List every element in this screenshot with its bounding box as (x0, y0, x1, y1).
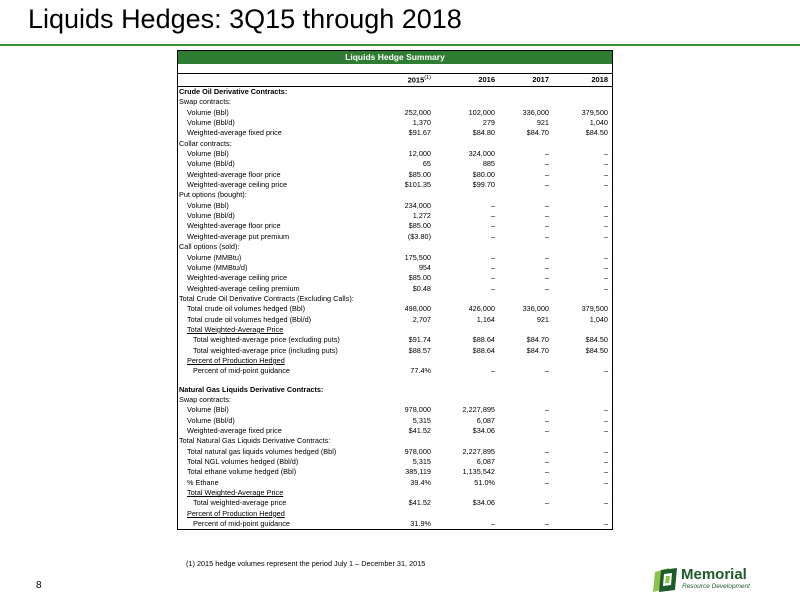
table-row (178, 519, 612, 529)
row-label: Weighted-average floor price (187, 221, 281, 231)
row-value-2018: – (603, 169, 608, 179)
page-number: 8 (36, 580, 42, 591)
row-label: Call options (sold): (179, 242, 240, 252)
row-value-2017: – (544, 366, 549, 376)
table-row (178, 190, 612, 200)
table-row (178, 242, 612, 252)
row-value-2017: – (544, 159, 549, 169)
row-value-2018: – (603, 180, 608, 190)
row-value-2016: – (490, 273, 495, 283)
row-value-2015: $88.57 (408, 345, 431, 355)
table-row (178, 221, 612, 231)
row-value-2017: – (544, 457, 549, 467)
footnote: (1) 2015 hedge volumes represent the period July 1 – December 31, 2015 (186, 559, 426, 568)
row-value-2015: $0.48 (412, 283, 431, 293)
row-value-2016: 885 (482, 159, 495, 169)
row-value-2015: 31.9% (410, 519, 431, 529)
row-label: Total Crude Oil Derivative Contracts (Excluding Calls): (179, 293, 354, 303)
memorial-logo-icon (651, 566, 679, 594)
table-row (178, 346, 612, 356)
row-value-2018: – (603, 211, 608, 221)
row-value-2017: – (544, 498, 549, 508)
row-value-2018: 379,500 (581, 107, 608, 117)
table-row (178, 356, 612, 366)
row-label: Total Weighted-Average Price (187, 488, 284, 498)
row-value-2016: $34.06 (472, 426, 495, 435)
table-row (178, 118, 612, 128)
row-value-2018: – (603, 405, 608, 415)
row-value-2015: ($3.80) (407, 231, 431, 241)
row-label: Weighted-average put premium (187, 231, 290, 241)
row-value-2017: – (544, 273, 549, 283)
table-row (178, 201, 612, 211)
row-value-2016: – (490, 519, 495, 529)
row-value-2016: – (490, 252, 495, 262)
table-row (178, 447, 612, 457)
row-value-2018: 1,040 (589, 314, 608, 324)
row-value-2016: – (490, 366, 495, 376)
row-value-2018: – (603, 200, 608, 210)
table-row (178, 366, 612, 376)
table-body (177, 87, 613, 530)
row-label: Weighted-average floor price (187, 169, 281, 179)
row-value-2018: – (603, 159, 608, 169)
row-label: Weighted-average ceiling premium (187, 283, 300, 293)
row-value-2015: 39.4% (410, 477, 431, 487)
table-row (178, 170, 612, 180)
row-value-2016: 1,164 (476, 314, 495, 324)
row-value-2016: – (490, 211, 495, 221)
row-value-2017: – (544, 211, 549, 221)
row-value-2017: – (544, 283, 549, 293)
row-label: Percent of mid-point guidance (193, 519, 290, 529)
row-label: Volume (Bbl/d) (187, 415, 235, 425)
row-value-2016: – (490, 221, 495, 231)
row-label: Percent of Production Hedged (187, 355, 285, 365)
table-row (178, 377, 612, 385)
row-value-2017: – (544, 467, 549, 477)
row-value-2018: – (603, 149, 608, 159)
row-label: Total natural gas liquids volumes hedged (Bbl) (187, 446, 337, 456)
company-logo (651, 566, 786, 596)
row-label: Swap contracts: (179, 394, 231, 404)
row-value-2018: – (603, 426, 608, 435)
table-row (178, 273, 612, 283)
row-value-2016: 2,227,895 (462, 405, 495, 415)
table-row (178, 263, 612, 273)
row-value-2016: 279 (482, 118, 495, 128)
slide-title: Liquids Hedges: 3Q15 through 2018 (28, 4, 462, 34)
row-value-2015: 978,000 (404, 405, 431, 415)
column-header-2015: 2015$^{(1)}$ (407, 75, 431, 85)
table-row (178, 315, 612, 325)
row-value-2018: – (603, 231, 608, 241)
row-value-2017: 336,000 (522, 107, 549, 117)
row-label: Volume (MMBtu/d) (187, 262, 248, 272)
column-header-2017: 2017 (532, 75, 549, 84)
hedge-summary-table (177, 50, 613, 530)
table-row (178, 488, 612, 498)
table-row (178, 149, 612, 159)
row-label: Crude Oil Derivative Contracts: (179, 87, 288, 96)
table-row (178, 436, 612, 446)
row-value-2018: $84.50 (585, 335, 608, 345)
row-value-2018: $84.50 (585, 128, 608, 138)
row-label: % Ethane (187, 477, 219, 487)
row-label: Total Natural Gas Liquids Derivative Contracts: (179, 436, 331, 446)
table-row (178, 395, 612, 405)
row-value-2017: – (544, 200, 549, 210)
row-value-2018: – (603, 467, 608, 477)
row-value-2015: $41.52 (408, 498, 431, 508)
table-row (178, 457, 612, 467)
row-value-2016: $34.06 (472, 498, 495, 508)
row-value-2017: – (544, 519, 549, 529)
row-value-2015: 65 (422, 159, 431, 169)
row-label: Weighted-average fixed price (187, 128, 282, 138)
row-value-2015: $91.74 (408, 335, 431, 345)
row-value-2018: 1,040 (589, 118, 608, 128)
row-value-2017: – (544, 405, 549, 415)
row-value-2015: 385,119 (405, 467, 431, 477)
row-value-2017: – (544, 262, 549, 272)
row-label: Total weighted-average price (excluding puts) (193, 335, 340, 345)
logo-name: Memorial (681, 566, 747, 583)
row-value-2018: – (603, 273, 608, 283)
row-value-2018: – (603, 457, 608, 467)
row-value-2015: 12,000 (408, 149, 431, 159)
row-value-2015: 175,500 (404, 252, 431, 262)
table-row (178, 139, 612, 149)
row-value-2016: $80.00 (472, 169, 495, 179)
row-label: Put options (bought): (179, 190, 247, 200)
row-value-2016: 324,000 (468, 149, 495, 159)
row-value-2017: – (544, 231, 549, 241)
row-value-2015: $41.52 (408, 426, 431, 435)
row-value-2016: – (490, 231, 495, 241)
row-value-2016: $88.64 (472, 335, 495, 345)
row-value-2015: 1,370 (412, 118, 431, 128)
row-value-2018: – (603, 262, 608, 272)
row-label: Swap contracts: (179, 97, 231, 107)
row-label: Total Weighted-Average Price (187, 324, 284, 334)
table-row (178, 128, 612, 138)
table-spacer (177, 64, 613, 73)
row-value-2016: 6,087 (476, 457, 495, 467)
row-value-2017: – (544, 446, 549, 456)
row-value-2016: 2,227,895 (462, 446, 495, 456)
row-value-2015: $85.00 (408, 221, 431, 231)
row-value-2016: 102,000 (468, 107, 495, 117)
row-label: Percent of Production Hedged (187, 508, 285, 518)
row-label: Total crude oil volumes hedged (Bbl) (187, 304, 306, 314)
row-label: Volume (Bbl/d) (187, 159, 235, 169)
row-label: Natural Gas Liquids Derivative Contracts: (179, 384, 324, 394)
row-value-2016: 426,000 (468, 304, 495, 314)
logo-subtitle: Resource Development (682, 583, 750, 590)
row-value-2016: $99.70 (472, 180, 495, 190)
table-row (178, 180, 612, 190)
table-row (178, 498, 612, 508)
row-value-2018: – (603, 519, 608, 529)
column-header-row (177, 73, 613, 87)
row-value-2017: – (544, 169, 549, 179)
row-value-2018: – (603, 366, 608, 376)
table-row (178, 426, 612, 436)
row-value-2015: 5,315 (412, 457, 431, 467)
row-label: Collar contracts: (179, 138, 232, 148)
title-divider (0, 44, 800, 46)
row-value-2018: 379,500 (581, 304, 608, 314)
row-value-2017: $84.70 (526, 345, 549, 355)
row-value-2015: $85.00 (408, 273, 431, 283)
row-label: Volume (MMBtu) (187, 252, 242, 262)
row-label: Weighted-average ceiling price (187, 180, 288, 190)
row-label: Percent of mid-point guidance (193, 366, 290, 376)
table-row (178, 467, 612, 477)
row-value-2017: – (544, 149, 549, 159)
row-value-2015: 978,000 (404, 446, 431, 456)
table-row (178, 416, 612, 426)
row-label: Total NGL volumes hedged (Bbl/d) (187, 457, 299, 467)
row-value-2018: – (603, 498, 608, 508)
row-label: Volume (Bbl/d) (187, 118, 235, 128)
row-value-2015: 954 (418, 262, 431, 272)
table-row (178, 108, 612, 118)
row-value-2016: 51.0% (474, 477, 495, 487)
column-header-2016: 2016 (478, 75, 495, 84)
table-row (178, 304, 612, 314)
footnote-marker: (1) (424, 75, 431, 81)
row-value-2015: $91.67 (408, 128, 431, 138)
row-value-2015: 2,707 (412, 314, 431, 324)
table-row (178, 478, 612, 488)
column-header-2018: 2018 (591, 75, 608, 84)
row-value-2016: – (490, 283, 495, 293)
row-value-2018: – (603, 446, 608, 456)
row-value-2015: 252,000 (404, 107, 431, 117)
row-value-2017: $84.70 (526, 128, 549, 138)
row-value-2015: 5,315 (412, 415, 431, 425)
row-label: Volume (Bbl) (187, 405, 229, 415)
table-row (178, 294, 612, 304)
row-label: Volume (Bbl) (187, 149, 229, 159)
row-value-2015: 234,000 (404, 200, 431, 210)
row-value-2015: $101.35 (404, 180, 431, 190)
row-value-2016: – (490, 200, 495, 210)
row-value-2016: 1,135,542 (462, 467, 495, 477)
row-value-2018: – (603, 221, 608, 231)
row-value-2017: – (544, 477, 549, 487)
row-value-2018: – (603, 415, 608, 425)
table-row (178, 284, 612, 294)
row-value-2015: $85.00 (408, 169, 431, 179)
row-value-2017: 921 (536, 314, 549, 324)
table-row (178, 405, 612, 415)
row-label: Volume (Bbl/d) (187, 211, 235, 221)
row-value-2018: $84.50 (585, 345, 608, 355)
table-row (178, 509, 612, 519)
row-label: Total weighted-average price (193, 498, 287, 508)
row-value-2017: – (544, 252, 549, 262)
table-row (178, 211, 612, 221)
table-title: Liquids Hedge Summary (177, 50, 613, 64)
table-row (178, 159, 612, 169)
table-row (178, 253, 612, 263)
row-value-2016: – (490, 262, 495, 272)
row-value-2016: $88.64 (472, 345, 495, 355)
table-row (178, 97, 612, 107)
row-value-2018: – (603, 252, 608, 262)
table-row (178, 325, 612, 335)
row-label: Total crude oil volumes hedged (Bbl/d) (187, 314, 312, 324)
row-label: Volume (Bbl) (187, 107, 229, 117)
row-value-2017: – (544, 415, 549, 425)
row-label: Total ethane volume hedged (Bbl) (187, 467, 297, 477)
row-label: Weighted-average ceiling price (187, 273, 288, 283)
row-value-2015: 498,000 (404, 304, 431, 314)
row-label: Weighted-average fixed price (187, 426, 282, 435)
row-value-2017: – (544, 221, 549, 231)
row-value-2016: 6,087 (476, 415, 495, 425)
row-value-2017: 336,000 (522, 304, 549, 314)
table-row (178, 232, 612, 242)
row-label: Total weighted-average price (including puts) (193, 345, 338, 355)
row-value-2017: – (544, 180, 549, 190)
row-value-2015: 1,272 (412, 211, 431, 221)
row-value-2018: – (603, 477, 608, 487)
row-value-2016: $84.80 (472, 128, 495, 138)
table-row (178, 335, 612, 345)
row-value-2017: $84.70 (526, 335, 549, 345)
table-row (178, 385, 612, 395)
table-row (178, 87, 612, 97)
row-value-2017: 921 (536, 118, 549, 128)
row-value-2015: 77.4% (410, 366, 431, 376)
row-value-2017: – (544, 426, 549, 435)
row-label: Volume (Bbl) (187, 200, 229, 210)
row-value-2018: – (603, 283, 608, 293)
